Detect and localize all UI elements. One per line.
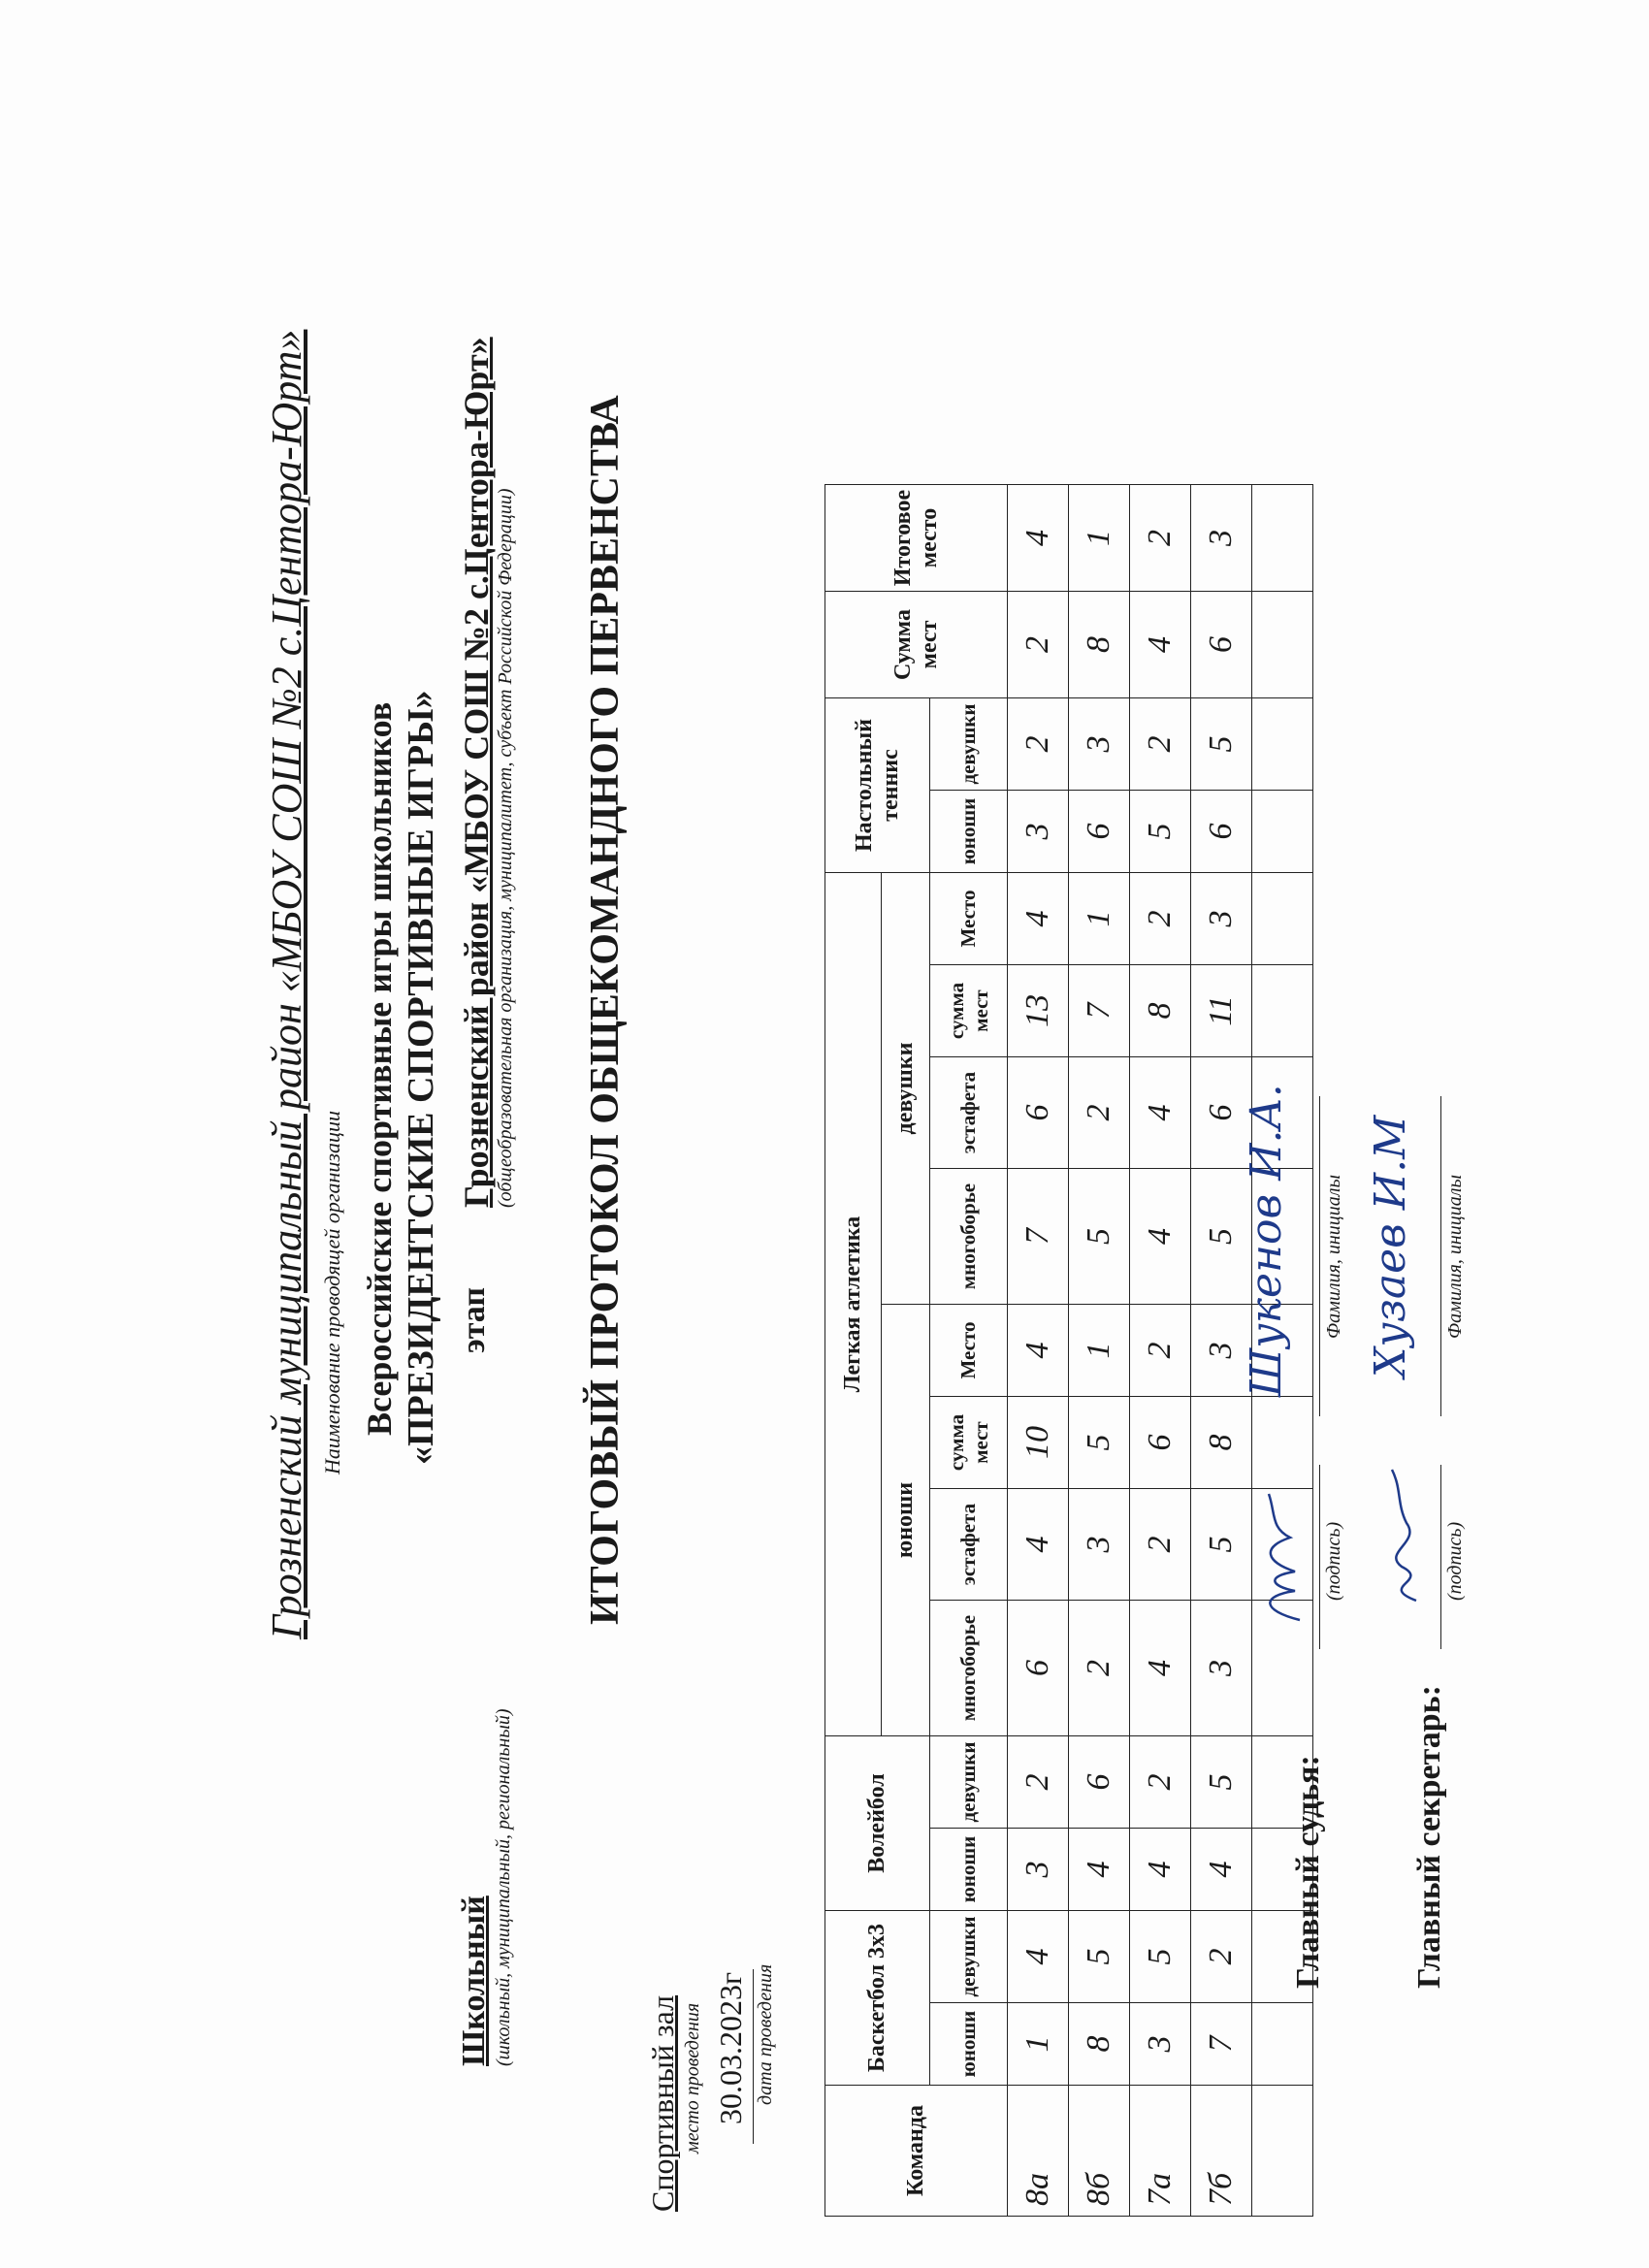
secretary-name: Хузаев И.М <box>1366 1115 1415 1377</box>
cell-ab-relay: 3 <box>1069 1489 1130 1601</box>
cell-ab-sum: 5 <box>1069 1397 1130 1489</box>
cell-ab-multi: 6 <box>1008 1601 1069 1736</box>
cell-ab-place: 1 <box>1069 1305 1130 1397</box>
venue-caption: место проведения <box>682 2002 703 2154</box>
cell-b-b: 1 <box>1008 2003 1069 2086</box>
cell-empty <box>1252 698 1313 791</box>
cell-ag-relay: 6 <box>1191 1057 1252 1169</box>
cell-final: 3 <box>1191 485 1252 592</box>
sub-basket-boys: юноши <box>930 2003 1008 2086</box>
secretary-signature <box>1373 1465 1440 1610</box>
sub-volley-girls: девушки <box>930 1736 1008 1829</box>
district-value: Грозненский район «МБОУ СОШ №2 с.Центора-Юрт» <box>457 337 496 1208</box>
col-athletics-boys: юноши <box>882 1305 930 1736</box>
cell-b-g: 5 <box>1130 1911 1191 2003</box>
cell-ag-sum: 8 <box>1130 965 1191 1057</box>
secretary-sign-caption: (подпись) <box>1444 1521 1466 1601</box>
cell-ab-relay: 2 <box>1130 1489 1191 1601</box>
cell-empty <box>1252 2003 1313 2086</box>
cell-ag-sum: 7 <box>1069 965 1130 1057</box>
sub-ab-relay: эстафета <box>930 1489 1008 1601</box>
cell-ag-place: 4 <box>1008 873 1069 965</box>
cell-t-b: 3 <box>1008 791 1069 873</box>
table-row <box>1069 485 1130 2217</box>
cell-t-g: 2 <box>1008 698 1069 791</box>
cell-team: 7а <box>1130 2086 1191 2217</box>
organization-name: Грозненский муниципальный район «МБОУ СОШ №2 с.Центора-Юрт» <box>263 329 310 1639</box>
cell-ab-place: 3 <box>1191 1305 1252 1397</box>
judge-signature <box>1251 1484 1319 1630</box>
cell-ab-relay: 4 <box>1008 1489 1069 1601</box>
district-caption: (общеобразовательная организация, муниципалитет, субъект Российской Федерации) <box>495 488 516 1208</box>
protocol-title: ИТОГОВЫЙ ПРОТОКОЛ ОБЩЕКОМАНДНОГО ПЕРВЕНСТВА <box>583 395 628 1625</box>
cell-b-b: 3 <box>1130 2003 1191 2086</box>
organization-caption: Наименование проводящей организации <box>320 1110 344 1474</box>
cell-final: 1 <box>1069 485 1130 592</box>
sub-volley-boys: юноши <box>930 1829 1008 1911</box>
col-tennis: Настольный теннис <box>825 698 930 873</box>
cell-ag-sum: 13 <box>1008 965 1069 1057</box>
secretary-name-line <box>1440 1096 1441 1416</box>
cell-b-g: 2 <box>1191 1911 1252 2003</box>
date-underline <box>753 1969 754 2144</box>
secretary-name-caption: Фамилия, инициалы <box>1444 1174 1466 1339</box>
secretary-label: Главный секретарь: <box>1411 1685 1447 1989</box>
cell-empty <box>1252 592 1313 698</box>
cell-ab-sum: 10 <box>1008 1397 1069 1489</box>
cell-t-b: 5 <box>1130 791 1191 873</box>
cell-ab-multi: 2 <box>1069 1601 1130 1736</box>
cell-empty <box>1252 2086 1313 2217</box>
cell-t-b: 6 <box>1069 791 1130 873</box>
sub-ag-multi: многоборье <box>930 1169 1008 1305</box>
cell-ag-relay: 2 <box>1069 1057 1130 1169</box>
cell-v-b: 4 <box>1130 1829 1191 1911</box>
cell-b-b: 8 <box>1069 2003 1130 2086</box>
col-athletics-girls: девушки <box>882 873 930 1305</box>
judge-name-line <box>1319 1096 1320 1416</box>
cell-ag-place: 1 <box>1069 873 1130 965</box>
cell-sum: 8 <box>1069 592 1130 698</box>
cell-ab-multi: 3 <box>1191 1601 1252 1736</box>
stage-word: этап <box>456 1287 492 1353</box>
cell-v-g: 5 <box>1191 1736 1252 1829</box>
table-row <box>1130 485 1191 2217</box>
cell-ab-place: 2 <box>1130 1305 1191 1397</box>
cell-ab-place: 4 <box>1008 1305 1069 1397</box>
cell-ag-sum: 11 <box>1191 965 1252 1057</box>
cell-empty <box>1252 873 1313 965</box>
cell-ag-multi: 7 <box>1008 1169 1069 1305</box>
table-row <box>1008 485 1069 2217</box>
cell-ag-relay: 6 <box>1008 1057 1069 1169</box>
cell-ab-sum: 6 <box>1130 1397 1191 1489</box>
cell-ag-place: 3 <box>1191 873 1252 965</box>
col-athletics: Легкая атлетика <box>825 873 882 1736</box>
col-final: Итоговое место <box>825 485 1008 592</box>
cell-ag-place: 2 <box>1130 873 1191 965</box>
date-caption: дата проведения <box>755 1963 776 2105</box>
sub-tennis-girls: девушки <box>930 698 1008 791</box>
sub-basket-girls: девушки <box>930 1911 1008 2003</box>
cell-empty <box>1252 1397 1313 1489</box>
col-basketball: Баскетбол 3х3 <box>825 1911 930 2086</box>
cell-t-b: 6 <box>1191 791 1252 873</box>
cell-empty <box>1252 791 1313 873</box>
cell-t-g: 2 <box>1130 698 1191 791</box>
cell-v-b: 3 <box>1008 1829 1069 1911</box>
cell-sum: 6 <box>1191 592 1252 698</box>
cell-final: 2 <box>1130 485 1191 592</box>
judge-label: Главный судья: <box>1290 1755 1326 1989</box>
cell-v-g: 6 <box>1069 1736 1130 1829</box>
col-volleyball: Волейбол <box>825 1736 930 1911</box>
cell-b-g: 4 <box>1008 1911 1069 2003</box>
sub-ag-relay: эстафета <box>930 1057 1008 1169</box>
sub-ab-place: Место <box>930 1305 1008 1397</box>
cell-b-b: 7 <box>1191 2003 1252 2086</box>
level-caption: (школьный, муниципальный, региональный) <box>493 1708 514 2066</box>
cell-team: 8б <box>1069 2086 1130 2217</box>
sub-ab-multi: многоборье <box>930 1601 1008 1736</box>
sub-ab-sum: сумма мест <box>930 1397 1008 1489</box>
cell-v-g: 2 <box>1008 1736 1069 1829</box>
cell-team: 8а <box>1008 2086 1069 2217</box>
cell-sum: 4 <box>1130 592 1191 698</box>
cell-ag-relay: 4 <box>1130 1057 1191 1169</box>
cell-team: 7б <box>1191 2086 1252 2217</box>
judge-name-caption: Фамилия, инициалы <box>1323 1174 1344 1339</box>
sub-ag-sum: сумма мест <box>930 965 1008 1057</box>
cell-ab-multi: 4 <box>1130 1601 1191 1736</box>
cell-v-g: 2 <box>1130 1736 1191 1829</box>
col-sum: Сумма мест <box>825 592 1008 698</box>
venue-value: Спортивный зал <box>645 1994 680 2212</box>
sub-ag-place: Место <box>930 873 1008 965</box>
sub-tennis-boys: юноши <box>930 791 1008 873</box>
cell-ab-relay: 5 <box>1191 1489 1252 1601</box>
judge-sign-line <box>1319 1465 1320 1649</box>
cell-b-g: 5 <box>1069 1911 1130 2003</box>
cell-ag-multi: 4 <box>1130 1169 1191 1305</box>
cell-final: 4 <box>1008 485 1069 592</box>
cell-empty <box>1252 965 1313 1057</box>
results-table <box>824 484 1313 2217</box>
date-value: 30.03.2023г <box>713 1971 748 2124</box>
cell-t-g: 3 <box>1069 698 1130 791</box>
games-title: Всероссийские спортивные игры школьников <box>360 701 399 1436</box>
cell-sum: 2 <box>1008 592 1069 698</box>
cell-ab-sum: 8 <box>1191 1397 1252 1489</box>
level-value: Школьный <box>456 1895 492 2066</box>
cell-empty <box>1252 485 1313 592</box>
secretary-sign-line <box>1440 1465 1441 1649</box>
games-name: «ПРЕЗИДЕНТСКИЕ СПОРТИВНЫЕ ИГРЫ» <box>401 690 441 1465</box>
cell-ag-multi: 5 <box>1191 1169 1252 1305</box>
cell-v-b: 4 <box>1191 1829 1252 1911</box>
col-team: Команда <box>825 2086 1008 2217</box>
cell-t-g: 5 <box>1191 698 1252 791</box>
judge-name: Шукенов И.А. <box>1242 1084 1291 1397</box>
judge-sign-caption: (подпись) <box>1323 1521 1344 1601</box>
cell-v-b: 4 <box>1069 1829 1130 1911</box>
cell-ag-multi: 5 <box>1069 1169 1130 1305</box>
